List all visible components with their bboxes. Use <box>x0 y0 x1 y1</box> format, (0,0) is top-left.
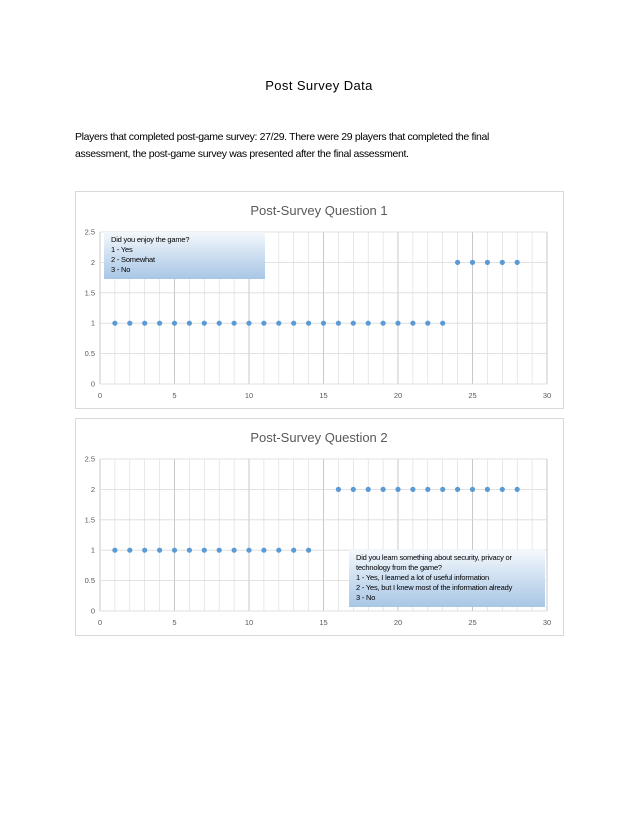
legend-line: 3 - No <box>111 265 131 274</box>
y-tick-label: 2 <box>90 257 95 267</box>
y-tick-label: 2 <box>90 484 95 494</box>
data-point <box>157 321 162 326</box>
data-point <box>366 487 371 492</box>
data-point <box>261 548 266 553</box>
page-title: Post Survey Data <box>265 78 373 93</box>
data-point <box>395 321 400 326</box>
legend-line: 2 - Yes, but I knew most of the information already <box>356 583 513 592</box>
legend-line: technology from the game? <box>356 563 442 572</box>
data-point <box>336 321 341 326</box>
data-point <box>455 260 460 265</box>
data-point <box>500 260 505 265</box>
y-tick-label: 1.5 <box>84 288 95 298</box>
data-point <box>217 321 222 326</box>
data-point <box>410 321 415 326</box>
x-tick-label: 10 <box>244 391 254 400</box>
chart-question-1 <box>75 191 564 409</box>
data-point <box>291 321 296 326</box>
data-point <box>381 321 386 326</box>
y-tick-label: 0 <box>90 379 95 389</box>
data-point <box>485 487 490 492</box>
data-point <box>485 260 490 265</box>
x-tick-label: 5 <box>172 391 177 400</box>
data-point <box>470 487 475 492</box>
data-point <box>232 548 237 553</box>
data-point <box>440 487 445 492</box>
data-point <box>157 548 162 553</box>
legend-line: 1 - Yes, I learned a lot of useful information <box>356 573 489 582</box>
data-point <box>410 487 415 492</box>
data-point <box>187 321 192 326</box>
chart-title: Post-Survey Question 1 <box>250 203 388 218</box>
data-point <box>232 321 237 326</box>
data-point <box>425 321 430 326</box>
data-point <box>351 321 356 326</box>
y-tick-label: 1 <box>90 545 95 555</box>
data-point <box>321 321 326 326</box>
data-point <box>112 548 117 553</box>
data-point <box>246 321 251 326</box>
intro-line: Players that completed post-game survey: 27/29. There were 29 players that completed the final <box>75 131 489 143</box>
data-point <box>172 548 177 553</box>
chart-question-2-legend <box>349 550 545 607</box>
data-point <box>366 321 371 326</box>
data-point <box>261 321 266 326</box>
chart-question-1-plot <box>76 192 563 408</box>
x-tick-label: 0 <box>97 618 103 627</box>
data-point <box>276 548 281 553</box>
legend-line: 1 - Yes <box>111 245 133 254</box>
data-point <box>425 487 430 492</box>
y-tick-label: 1 <box>90 318 95 328</box>
x-tick-label: 5 <box>172 618 177 627</box>
intro-line: assessment, the post-game survey was presented after the final assessment. <box>75 148 409 160</box>
data-point <box>187 548 192 553</box>
chart-question-1-legend <box>104 232 265 279</box>
data-point <box>202 321 207 326</box>
data-point <box>276 321 281 326</box>
data-point <box>351 487 356 492</box>
chart-question-2 <box>75 418 564 636</box>
data-point <box>142 321 147 326</box>
data-point <box>172 321 177 326</box>
x-tick-label: 15 <box>319 618 328 627</box>
chart-title: Post-Survey Question 2 <box>250 430 388 445</box>
data-point <box>217 548 222 553</box>
data-point <box>306 548 311 553</box>
legend-line: Did you learn something about security, privacy or <box>356 553 512 562</box>
y-tick-label: 1.5 <box>84 515 95 525</box>
intro-paragraph <box>75 129 555 163</box>
x-tick-label: 25 <box>468 618 477 627</box>
x-tick-label: 30 <box>542 618 552 627</box>
data-point <box>246 548 251 553</box>
data-point <box>381 487 386 492</box>
x-tick-label: 25 <box>468 391 477 400</box>
data-point <box>127 321 132 326</box>
x-tick-label: 15 <box>319 391 328 400</box>
data-point <box>500 487 505 492</box>
y-tick-label: 0.5 <box>84 349 95 359</box>
legend-line: 2 - Somewhat <box>111 255 155 264</box>
data-point <box>202 548 207 553</box>
data-point <box>336 487 341 492</box>
data-point <box>291 548 296 553</box>
data-point <box>112 321 117 326</box>
data-point <box>127 548 132 553</box>
legend-line: 3 - No <box>356 593 376 602</box>
x-tick-label: 30 <box>542 391 552 400</box>
y-tick-label: 2.5 <box>84 227 95 237</box>
data-point <box>515 487 520 492</box>
x-tick-label: 20 <box>393 618 403 627</box>
data-point <box>515 260 520 265</box>
y-tick-label: 2.5 <box>84 454 95 464</box>
data-point <box>395 487 400 492</box>
y-tick-label: 0 <box>90 606 95 616</box>
data-point <box>470 260 475 265</box>
x-tick-label: 10 <box>244 618 254 627</box>
data-point <box>440 321 445 326</box>
x-tick-label: 20 <box>393 391 403 400</box>
data-point <box>306 321 311 326</box>
data-point <box>142 548 147 553</box>
x-tick-label: 0 <box>97 391 103 400</box>
y-tick-label: 0.5 <box>84 576 95 586</box>
data-point <box>455 487 460 492</box>
legend-line: Did you enjoy the game? <box>111 235 190 244</box>
